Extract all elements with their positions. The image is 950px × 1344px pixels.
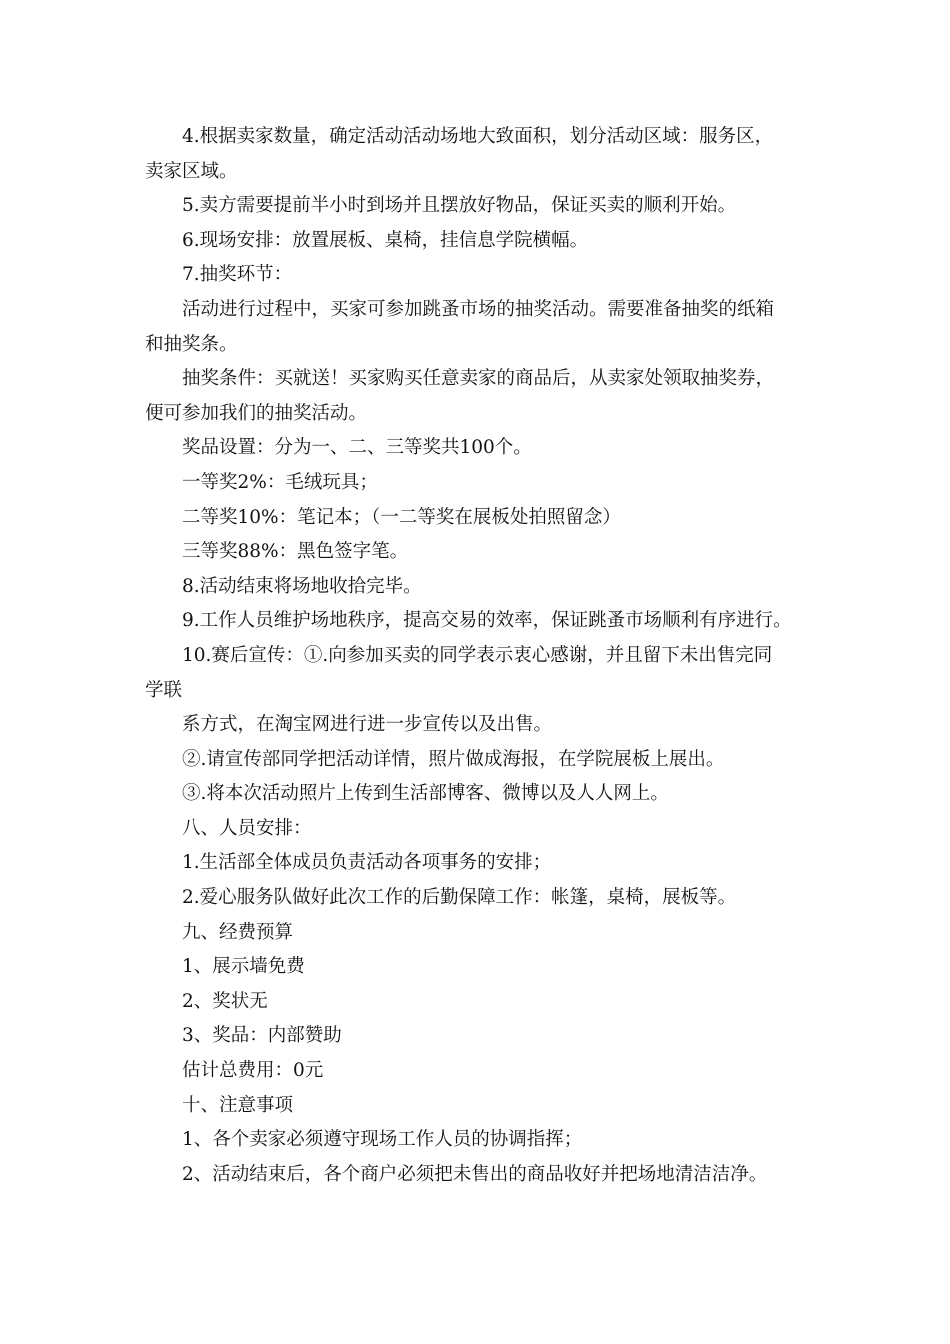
text-line: 系方式，在淘宝网进行进一步宣传以及出售。: [182, 714, 553, 736]
prize-line: 二等奖10%：笔记本；（一二等奖在展板处拍照留念）: [182, 506, 621, 528]
text-line: 5.卖方需要提前半小时到场并且摆放好物品，保证买卖的顺利开始。: [182, 195, 737, 217]
text-line: 9.工作人员维护场地秩序，提高交易的效率，保证跳蚤市场顺利有序进行。: [182, 610, 792, 632]
text-line: 卖家区域。: [145, 160, 238, 182]
section-heading: 7.抽奖环节：: [182, 264, 293, 286]
text-line: 10.赛后宣传：①.向参加买卖的同学表示衷心感谢，并且留下未出售完同: [182, 644, 773, 666]
text-line: 1.生活部全体成员负责活动各项事务的安排；: [182, 852, 552, 874]
budget-line: 1、展示墙免费: [182, 956, 305, 978]
text-line: 活动进行过程中，买家可参加跳蚤市场的抽奖活动。需要准备抽奖的纸箱: [182, 298, 775, 320]
section-heading: 八、人员安排：: [182, 817, 312, 839]
text-line: ③.将本次活动照片上传到生活部博客、微博以及人人网上。: [182, 783, 669, 805]
budget-line: 2、奖状无: [182, 990, 268, 1012]
text-line: 4.根据卖家数量，确定活动活动场地大致面积，划分活动区域：服务区，: [182, 126, 774, 147]
text-line: ②.请宣传部同学把活动详情，照片做成海报，在学院展板上展出。: [182, 748, 725, 770]
text-line: 2、活动结束后，各个商户必须把未售出的商品收好并把场地清洁洁净。: [182, 1163, 768, 1185]
budget-line: 3、奖品：内部赞助: [182, 1025, 342, 1047]
text-line: 奖品设置：分为一、二、三等奖共100个。: [182, 437, 532, 459]
text-line: 1、各个卖家必须遵守现场工作人员的协调指挥；: [182, 1129, 583, 1151]
section-heading: 十、注意事项: [182, 1094, 294, 1116]
text-line: 学联: [145, 679, 183, 701]
text-line: 2.爱心服务队做好此次工作的后勤保障工作：帐篷，桌椅，展板等。: [182, 887, 737, 909]
text-line: 便可参加我们的抽奖活动。: [145, 402, 368, 424]
text-line: 6.现场安排：放置展板、桌椅，挂信息学院横幅。: [182, 229, 589, 251]
budget-total: 估计总费用：0元: [182, 1060, 324, 1082]
section-heading: 九、经费预算: [182, 921, 294, 943]
text-line: 和抽奖条。: [145, 333, 238, 355]
prize-line: 三等奖88%：黑色签字笔。: [182, 541, 409, 563]
prize-line: 一等奖2%：毛绒玩具；: [182, 471, 378, 493]
text-line: 8.活动结束将场地收拾完毕。: [182, 575, 422, 597]
document-body: [145, 120, 810, 1192]
text-line: 抽奖条件：买就送！买家购买任意卖家的商品后，从卖家处领取抽奖券，: [182, 368, 775, 390]
